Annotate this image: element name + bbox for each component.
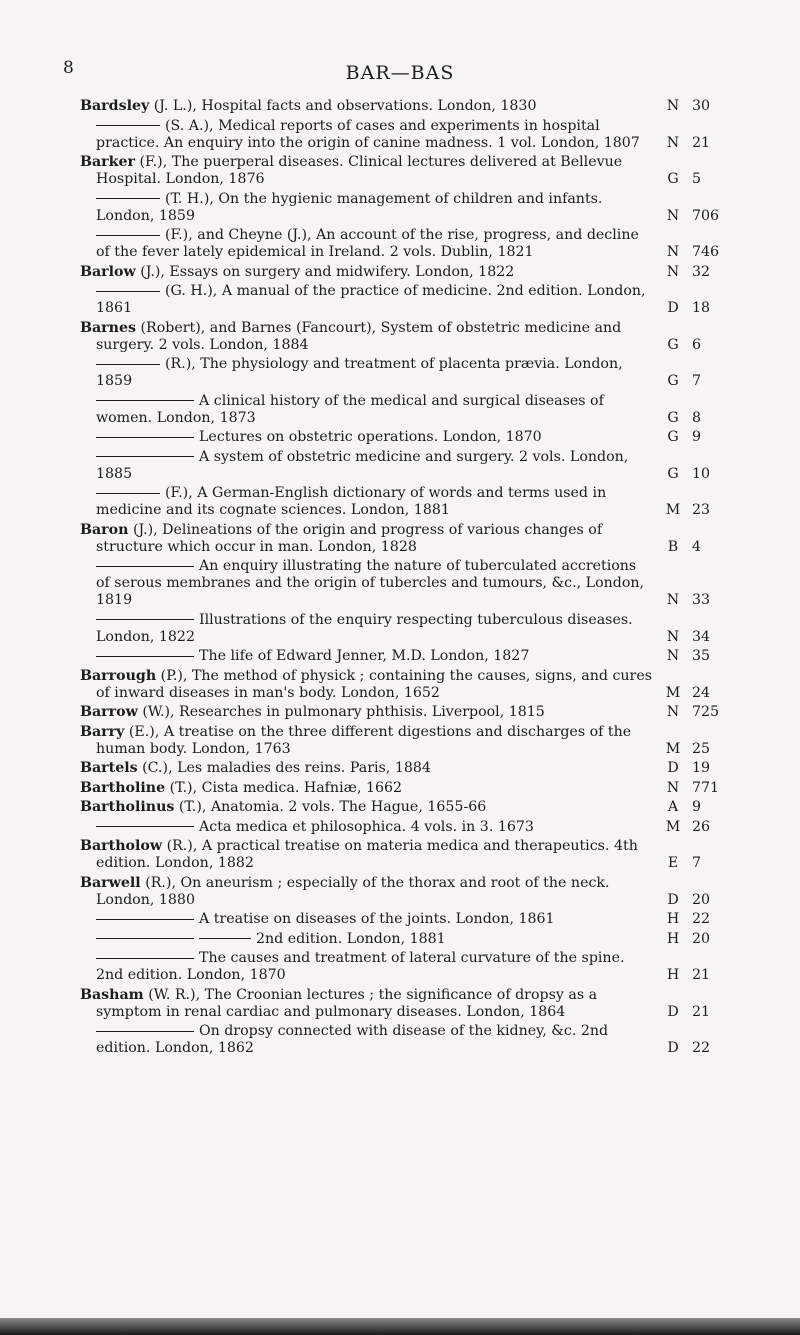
bibliography-entry (80, 356, 740, 390)
shelf-letter: G (667, 373, 679, 389)
shelf-number: 5 (692, 171, 702, 187)
entry-text: (T. H.), On the hygienic management of children and infants. London, 1859 (96, 190, 603, 224)
shelf-number: 34 (692, 628, 711, 645)
entry-text: (J. L.), Hospital facts and observations. London, 1830 (149, 98, 537, 114)
shelf-location (660, 648, 740, 665)
bibliography-entry (80, 283, 740, 317)
shelf-location (660, 208, 740, 225)
shelf-location (660, 466, 740, 483)
shelf-number: 23 (692, 502, 711, 518)
shelf-letter: M (665, 502, 681, 518)
ditto-rule (96, 958, 194, 959)
shelf-location (660, 244, 740, 261)
bibliography-entry (80, 931, 740, 948)
entry-text: (P.), The method of physick ; containing the causes, signs, and cures of inward diseases in man's body. London, 1652 (96, 667, 653, 701)
shelf-number: 4 (692, 538, 702, 555)
bibliography-entry (80, 154, 740, 188)
bibliography-entry (80, 612, 740, 646)
entry-text: (E.), A treatise on the three different digestions and discharges of the human body. London, 1763 (96, 723, 632, 757)
shelf-letter: G (667, 336, 679, 353)
ditto-rule (96, 235, 160, 236)
bibliography-entry (80, 522, 740, 556)
shelf-letter: G (667, 465, 679, 482)
shelf-letter: N (666, 244, 680, 260)
entry-author: Barrow (80, 704, 138, 720)
shelf-location (660, 704, 740, 721)
shelf-location (660, 502, 740, 519)
shelf-number: 35 (692, 648, 711, 664)
shelf-letter: N (666, 648, 680, 664)
entry-text: (F.), A German-English dictionary of words and terms used in medicine and its cognate sciences. London, 1881 (96, 485, 607, 518)
shelf-location (660, 300, 740, 317)
ditto-rule (96, 456, 194, 457)
shelf-letter: G (667, 409, 679, 426)
entry-text: Illustrations of the enquiry respecting tuberculous diseases. London, 1822 (96, 611, 633, 645)
shelf-location (660, 967, 740, 984)
entry-author: Barker (80, 154, 135, 170)
shelf-letter: E (667, 855, 679, 871)
shelf-number: 18 (692, 300, 711, 316)
shelf-location (660, 892, 740, 909)
entry-text: The causes and treatment of lateral curvature of the spine. 2nd edition. London, 1870 (96, 950, 625, 983)
entry-text: (W.), Researches in pulmonary phthisis. Liverpool, 1815 (137, 704, 545, 720)
shelf-letter: G (667, 429, 679, 445)
shelf-letter: N (666, 592, 680, 608)
bibliography-entry (80, 911, 740, 928)
shelf-location (660, 429, 740, 446)
ditto-rule (96, 938, 194, 939)
entry-text: (S. A.), Medical reports of cases and experiments in hospital practice. An enquiry into the origin of canine madness. 1 vol. London, 1807 (96, 117, 640, 151)
shelf-number: 26 (692, 818, 711, 835)
bibliography-entry (80, 320, 740, 354)
shelf-number: 30 (692, 98, 711, 114)
bibliography-entry (80, 648, 740, 665)
shelf-number: 20 (692, 891, 711, 908)
shelf-number: 22 (692, 1040, 711, 1056)
shelf-letter: M (665, 818, 681, 835)
shelf-letter: N (666, 98, 680, 114)
ditto-rule (96, 364, 160, 365)
entry-text: An enquiry illustrating the nature of tuberculated accretions of serous membranes and the origin of tubercles and tumours, &c., London, 1819 (96, 558, 645, 608)
bibliography-entry (80, 227, 740, 261)
bibliography-entries (80, 98, 740, 1060)
shelf-number: 771 (692, 779, 720, 796)
entry-text: (F.), and Cheyne (J.), An account of the rise, progress, and decline of the fever lately epidemical in Ireland. 2 vols. Dublin, 1821 (96, 227, 639, 260)
shelf-letter: N (666, 134, 680, 151)
shelf-location (660, 780, 740, 797)
entry-text: (T.), Cista medica. Hafniæ, 1662 (165, 779, 403, 796)
bibliography-entry (80, 950, 740, 984)
entry-text: A treatise on diseases of the joints. London, 1861 (199, 911, 555, 927)
shelf-letter: A (667, 799, 679, 815)
bibliography-entry (80, 704, 740, 721)
entry-text: (J.), Essays on surgery and midwifery. London, 1822 (135, 263, 515, 280)
page-number: 8 (63, 58, 74, 78)
entry-text: Lectures on obstetric operations. London, 1870 (199, 429, 542, 445)
bibliography-entry (80, 760, 740, 777)
bibliography-entry (80, 724, 740, 758)
shelf-location (660, 799, 740, 816)
shelf-location (660, 855, 740, 872)
bibliography-entry (80, 264, 740, 281)
bibliography-entry (80, 118, 740, 152)
shelf-letter: G (667, 171, 679, 187)
shelf-number: 32 (692, 263, 711, 280)
shelf-number: 6 (692, 336, 702, 353)
entry-text: (R.), On aneurism ; especially of the thorax and root of the neck. London, 1880 (96, 874, 610, 908)
entry-author: Bartholinus (80, 799, 175, 815)
shelf-number: 9 (692, 799, 702, 815)
shelf-location (660, 135, 740, 152)
ditto-rule (96, 125, 160, 126)
shelf-number: 10 (692, 465, 711, 482)
ditto-rule (96, 400, 194, 401)
shelf-letter: D (667, 760, 679, 776)
bibliography-entry (80, 987, 740, 1021)
shelf-location (660, 911, 740, 928)
shelf-location (660, 1040, 740, 1057)
shelf-number: 25 (692, 740, 711, 757)
shelf-location (660, 629, 740, 646)
bibliography-entry (80, 393, 740, 427)
entry-author: Barlow (80, 263, 136, 280)
ditto-rule (199, 938, 251, 939)
entry-text: (J.), Delineations of the origin and progress of various changes of structure which occur in man. London, 1828 (96, 521, 603, 555)
shelf-letter: M (665, 684, 681, 701)
ditto-rule (96, 919, 194, 920)
entry-author: Barwell (80, 874, 141, 891)
shelf-letter: H (666, 911, 680, 927)
bibliography-entry (80, 819, 740, 836)
entry-text: (Robert), and Barnes (Fancourt), System of obstetric medicine and surgery. 2 vols. London, 1884 (96, 319, 622, 353)
entry-text: A system of obstetric medicine and surgery. 2 vols. London, 1885 (96, 448, 629, 482)
ditto-rule (96, 826, 194, 827)
bibliography-entry (80, 780, 740, 797)
shelf-location (660, 410, 740, 427)
entry-author: Bartholine (80, 779, 166, 796)
shelf-letter: N (666, 207, 680, 224)
entry-text: On dropsy connected with disease of the kidney, &c. 2nd edition. London, 1862 (96, 1023, 609, 1056)
bibliography-entry (80, 838, 740, 872)
shelf-number: 9 (692, 429, 702, 445)
entry-author: Bardsley (80, 98, 150, 114)
bibliography-entry (80, 449, 740, 483)
ditto-rule (96, 198, 160, 199)
shelf-location (660, 760, 740, 777)
entry-author: Bartholow (80, 838, 163, 854)
shelf-number: 7 (692, 373, 702, 389)
shelf-letter: N (666, 628, 680, 645)
shelf-number: 706 (692, 207, 720, 224)
shelf-location (660, 264, 740, 281)
bibliography-entry (80, 668, 740, 702)
entry-text: (R.), A practical treatise on materia medica and therapeutics. 4th edition. London, 1882 (96, 838, 638, 871)
entry-text: (W. R.), The Croonian lectures ; the significance of dropsy as a symptom in renal cardiac and pulmonary diseases. London, 1864 (96, 986, 598, 1020)
shelf-number: 19 (692, 760, 711, 776)
shelf-letter: N (666, 263, 680, 280)
entry-author: Basham (80, 986, 144, 1003)
shelf-location (660, 592, 740, 609)
shelf-location (660, 931, 740, 948)
shelf-number: 24 (692, 684, 711, 701)
entry-text: (F.), The puerperal diseases. Clinical lectures delivered at Bellevue Hospital. London, 1876 (96, 154, 623, 187)
entry-text: The life of Edward Jenner, M.D. London, 1827 (199, 648, 530, 664)
shelf-letter: D (667, 300, 679, 316)
entry-text: (G. H.), A manual of the practice of medicine. 2nd edition. London, 1861 (96, 283, 646, 316)
shelf-letter: H (666, 930, 680, 947)
entry-text: 2nd edition. London, 1881 (256, 930, 446, 947)
bibliography-entry (80, 98, 740, 115)
bibliography-entry (80, 429, 740, 446)
ditto-rule (96, 1031, 194, 1032)
shelf-letter: D (667, 891, 679, 908)
ditto-rule (96, 437, 194, 438)
shelf-location (660, 1004, 740, 1021)
shelf-number: 21 (692, 134, 711, 151)
entry-author: Barry (80, 723, 125, 740)
shelf-location (660, 373, 740, 390)
bibliography-entry (80, 558, 740, 609)
shelf-number: 8 (692, 409, 702, 426)
entry-author: Baron (80, 521, 129, 538)
ditto-rule (96, 291, 160, 292)
shelf-number: 20 (692, 930, 711, 947)
bibliography-entry (80, 191, 740, 225)
bibliography-entry (80, 1023, 740, 1057)
shelf-location (660, 819, 740, 836)
entry-text: (T.), Anatomia. 2 vols. The Hague, 1655-66 (174, 799, 487, 815)
ditto-rule (96, 493, 160, 494)
ditto-rule (96, 619, 194, 620)
entry-text: (R.), The physiology and treatment of placenta prævia. London, 1859 (96, 356, 623, 389)
shelf-location (660, 539, 740, 556)
shelf-letter: H (666, 967, 680, 983)
bibliography-entry (80, 485, 740, 519)
shelf-letter: D (667, 1003, 679, 1020)
shelf-number: 33 (692, 592, 711, 608)
entry-author: Bartels (80, 760, 138, 776)
shelf-letter: N (666, 704, 680, 720)
shelf-number: 21 (692, 967, 711, 983)
shelf-number: 21 (692, 1003, 711, 1020)
entry-text: Acta medica et philosophica. 4 vols. in 3. 1673 (199, 818, 534, 835)
entry-text: A clinical history of the medical and surgical diseases of women. London, 1873 (96, 392, 604, 426)
entry-author: Barnes (80, 319, 136, 336)
shelf-letter: B (667, 538, 679, 555)
bibliography-entry (80, 799, 740, 816)
shelf-number: 725 (692, 704, 720, 720)
shelf-letter: D (667, 1040, 679, 1056)
shelf-number: 7 (692, 855, 702, 871)
entry-author: Barrough (80, 667, 157, 684)
shelf-location (660, 685, 740, 702)
shelf-location (660, 337, 740, 354)
running-head: BAR—BAS (345, 62, 455, 84)
page-bottom-edge (0, 1318, 800, 1335)
shelf-number: 22 (692, 911, 711, 927)
shelf-location (660, 741, 740, 758)
shelf-location (660, 98, 740, 115)
shelf-location (660, 171, 740, 188)
shelf-number: 746 (692, 244, 720, 260)
ditto-rule (96, 656, 194, 657)
bibliography-entry (80, 875, 740, 909)
ditto-rule (96, 566, 194, 567)
shelf-letter: M (665, 740, 681, 757)
entry-text: (C.), Les maladies des reins. Paris, 1884 (137, 760, 431, 776)
shelf-letter: N (666, 779, 680, 796)
